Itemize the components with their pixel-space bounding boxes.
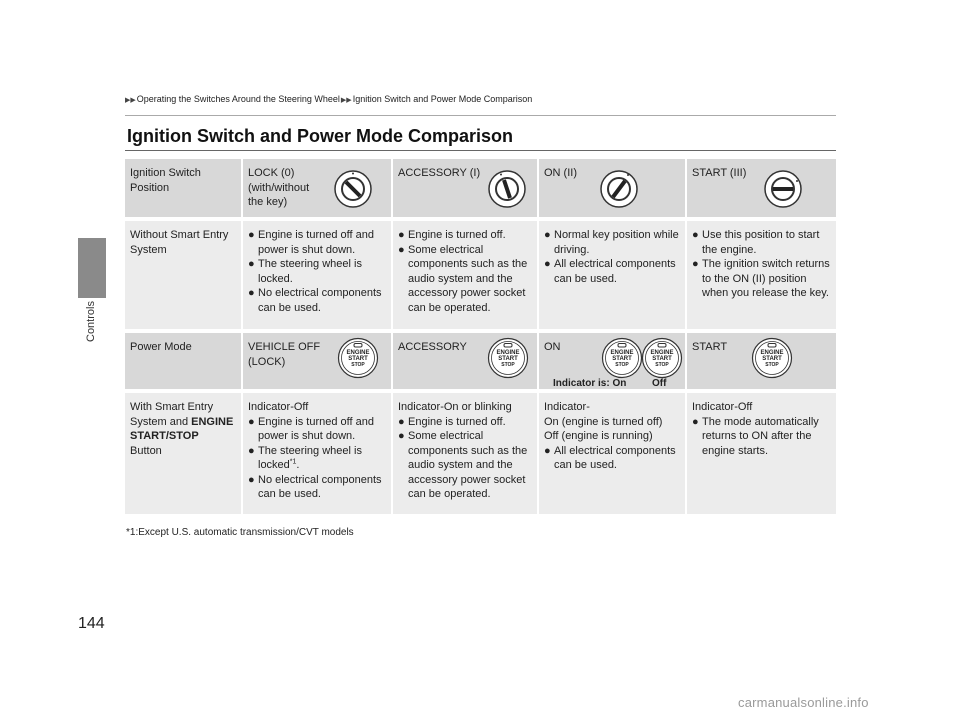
- indicator-light: [618, 344, 626, 348]
- table-row: [125, 333, 836, 389]
- ignition-start-icon: [763, 169, 803, 209]
- table-cell: [539, 333, 685, 389]
- table-cell: [243, 159, 391, 217]
- breadcrumb-arrow-icon: ▶▶: [340, 97, 352, 104]
- bullet-text: The steering wheel is locked.: [258, 258, 362, 285]
- button-label: START: [652, 356, 672, 362]
- button-label: STOP: [501, 362, 515, 368]
- page-number: 144: [78, 615, 105, 632]
- bullet-item: [398, 429, 532, 502]
- bullet-item: [398, 415, 532, 430]
- bullet-text: The ignition switch returns to the ON (II) position when you release the key.: [702, 258, 830, 299]
- title-divider: [125, 150, 836, 151]
- button-label: STOP: [615, 362, 629, 368]
- button-label: START: [498, 356, 518, 362]
- row-label-text: Power Mode: [130, 341, 192, 353]
- row-label: [125, 393, 241, 514]
- bullet-text: No electrical components can be used.: [258, 287, 382, 314]
- bullet-icon: ●: [248, 415, 255, 428]
- table-row: [125, 159, 836, 217]
- row-label: [125, 159, 241, 217]
- bullet-text: [258, 444, 386, 473]
- indicator-status: Indicator- On (engine is turned off) Off (engine is running): [544, 401, 663, 442]
- button-label: ENGINE: [496, 350, 520, 356]
- bullet-text: Engine is turned off.: [408, 229, 506, 241]
- button-label: ENGINE: [610, 350, 634, 356]
- engine-start-stop-button-icon: [487, 337, 529, 379]
- engine-start-stop-button-icon: [751, 337, 793, 379]
- cell-text: START: [692, 341, 728, 353]
- bullet-text: Some electrical components such as the audio system and the accessory power socket can be operated.: [408, 430, 528, 500]
- row-label-bold: ENGINE START/STOP: [130, 415, 234, 442]
- indicator-light: [658, 344, 666, 348]
- breadcrumb-item: Ignition Switch and Power Mode Comparison: [352, 94, 533, 104]
- button-label: ENGINE: [346, 350, 370, 356]
- cell-text: ACCESSORY: [398, 341, 467, 353]
- indicator-light: [354, 344, 362, 348]
- bullet-icon: ●: [544, 444, 551, 457]
- bullet-icon: ●: [248, 473, 255, 486]
- bullet-text: Normal key position while driving.: [554, 229, 679, 256]
- row-label: [125, 333, 241, 389]
- table-cell: [539, 159, 685, 217]
- breadcrumb: [125, 94, 532, 104]
- row-label-text: Without Smart Entry System: [130, 229, 229, 256]
- bullet-item: [398, 243, 532, 316]
- table-cell: [393, 393, 537, 514]
- bullet-icon: ●: [544, 229, 551, 241]
- bullet-icon: ●: [248, 444, 255, 457]
- ignition-on-icon: [599, 169, 639, 209]
- bullet-item: [248, 257, 386, 286]
- table-cell: [687, 221, 836, 329]
- bullet-icon: ●: [692, 415, 699, 428]
- bullet-text: Engine is turned off and power is shut down.: [258, 229, 374, 256]
- bullet-text: Engine is turned off and power is shut down.: [258, 415, 374, 442]
- button-label: STOP: [765, 362, 779, 368]
- bullet-icon: ●: [248, 229, 255, 241]
- bullet-icon: ●: [248, 287, 255, 299]
- table-cell: [539, 393, 685, 514]
- bullet-text: The mode automatically returns to ON after the engine starts.: [702, 415, 819, 457]
- bullet-text: All electrical components can be used.: [554, 258, 676, 285]
- bullet-item: [692, 228, 831, 257]
- section-tab-label: Controls: [85, 301, 97, 342]
- comparison-table: [125, 159, 836, 518]
- indicator-light: [504, 344, 512, 348]
- button-label: START: [612, 356, 632, 362]
- table-cell: [243, 393, 391, 514]
- bullet-icon: ●: [692, 258, 699, 270]
- bullet-icon: ●: [398, 229, 405, 241]
- engine-start-stop-button-on-icon: [601, 337, 643, 379]
- bullet-item: [398, 228, 532, 243]
- indicator-status: Indicator-Off: [248, 401, 309, 413]
- bullet-item: [248, 286, 386, 315]
- cell-text: ON (II): [544, 167, 577, 179]
- bullet-item: [544, 444, 680, 473]
- bullet-text: All electrical components can be used.: [554, 444, 676, 471]
- row-label-text: With Smart Entry System and: [130, 401, 214, 428]
- section-tab: [78, 238, 106, 298]
- bullet-text: Some electrical components such as the audio system and the accessory power socket can be operated.: [408, 243, 528, 314]
- table-cell: [393, 333, 537, 389]
- button-label: ENGINE: [650, 350, 674, 356]
- table-cell: [243, 333, 391, 389]
- bullet-item: [544, 257, 680, 286]
- button-label: ENGINE: [760, 350, 784, 356]
- bullet-icon: ●: [544, 258, 551, 270]
- indicator-label: Indicator is: On: [553, 378, 627, 389]
- cell-text: START (III): [692, 167, 747, 179]
- table-cell: [393, 159, 537, 217]
- indicator-light: [768, 344, 776, 348]
- footnote: *1:Except U.S. automatic transmission/CVT models: [126, 527, 354, 538]
- bullet-text-part: The steering wheel is locked: [258, 444, 362, 471]
- engine-start-stop-button-icon: [337, 337, 379, 379]
- button-label: START: [348, 356, 368, 362]
- table-cell: [539, 221, 685, 329]
- bullet-icon: ●: [398, 430, 405, 442]
- bullet-item: [692, 415, 831, 459]
- bullet-item: [248, 444, 386, 473]
- bullet-item: [544, 228, 680, 257]
- table-cell: [393, 221, 537, 329]
- indicator-status: Indicator-Off: [692, 401, 753, 413]
- indicator-status: Indicator-On or blinking: [398, 401, 512, 413]
- bullet-icon: ●: [692, 229, 699, 241]
- table-row: [125, 393, 836, 514]
- breadcrumb-item: Operating the Switches Around the Steering Wheel: [136, 94, 340, 104]
- ignition-lock-icon: [333, 169, 373, 209]
- bullet-text: Use this position to start the engine.: [702, 229, 820, 256]
- button-label: START: [762, 356, 782, 362]
- table-cell: [687, 393, 836, 514]
- bullet-item: [248, 415, 386, 444]
- button-label: STOP: [351, 362, 365, 368]
- button-label: STOP: [655, 362, 669, 368]
- bullet-text: Engine is turned off.: [408, 415, 506, 428]
- table-cell: [243, 221, 391, 329]
- table-row: [125, 221, 836, 329]
- breadcrumb-arrow-icon: ▶▶: [125, 97, 136, 104]
- cell-text: ON: [544, 341, 561, 353]
- watermark: carmanualsonline.info: [738, 695, 869, 710]
- table-cell: [687, 333, 836, 389]
- bullet-text-part: .: [296, 459, 300, 471]
- row-label-text: Button: [130, 444, 162, 457]
- ignition-accessory-icon: [487, 169, 527, 209]
- row-label: [125, 221, 241, 329]
- row-label-text: Ignition Switch Position: [130, 167, 201, 194]
- bullet-item: [248, 228, 386, 257]
- header-divider: [125, 115, 836, 116]
- footnote-ref: *1: [289, 458, 297, 466]
- bullet-icon: ●: [398, 243, 405, 256]
- table-cell: [687, 159, 836, 217]
- cell-text: LOCK (0) (with/without the key): [248, 167, 310, 208]
- bullet-icon: ●: [248, 258, 255, 270]
- indicator-off-label: Off: [652, 378, 667, 389]
- bullet-item: [248, 473, 386, 502]
- engine-start-stop-button-off-icon: [641, 337, 683, 379]
- bullet-text: No electrical components can be used.: [258, 473, 382, 500]
- cell-text: VEHICLE OFF (LOCK): [248, 341, 321, 368]
- bullet-item: [692, 257, 831, 301]
- page-title: Ignition Switch and Power Mode Comparison: [127, 126, 514, 146]
- bullet-icon: ●: [398, 415, 405, 428]
- cell-text: ACCESSORY (I): [398, 167, 481, 179]
